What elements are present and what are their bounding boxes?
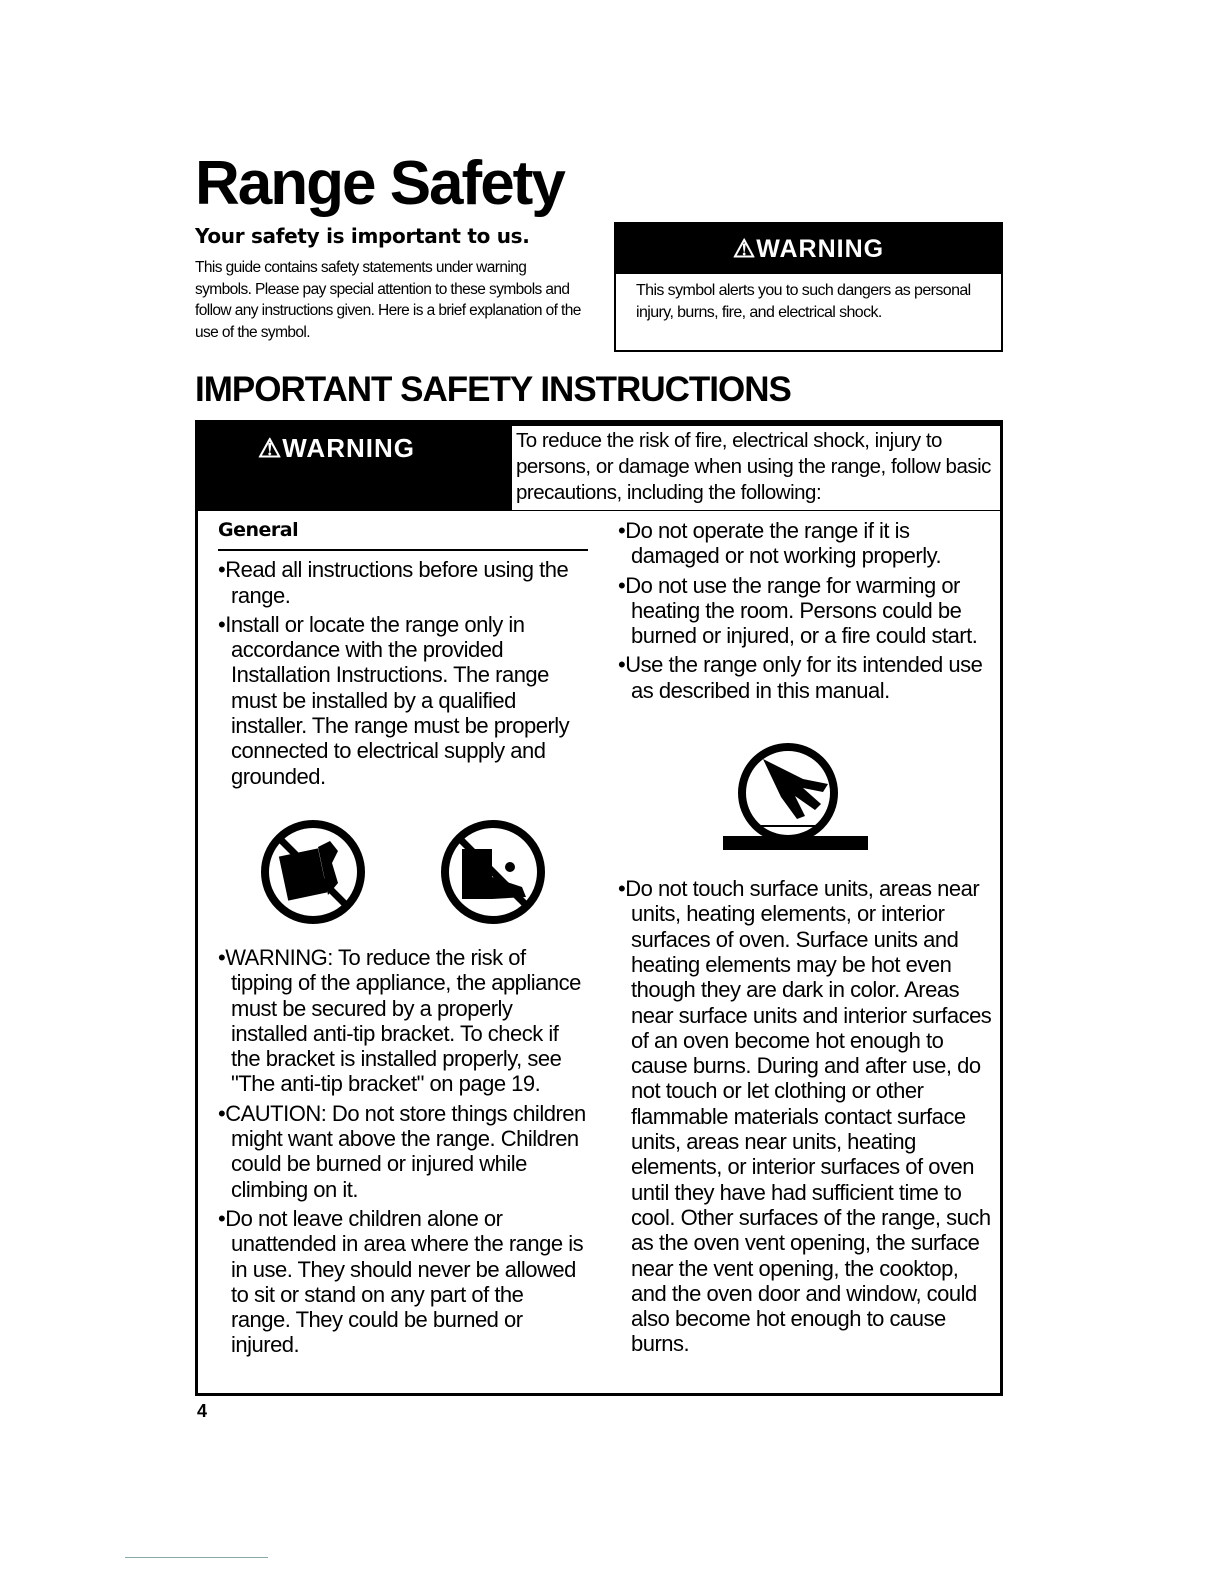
page-title: Range Safety	[195, 149, 564, 218]
general-heading: General	[218, 518, 588, 551]
bullet: • Read all instructions before using the range.	[218, 557, 588, 608]
no-sitting-on-door-icon	[438, 817, 548, 927]
bullet: • Do not leave children alone or unattended in area where the range is in use. They should never be allowed to sit or stand on any part of the range. They could be burned or injured.	[218, 1206, 588, 1358]
warning-text: This symbol alerts you to such dangers as personal injury, burns, fire, and electrical shock.	[636, 282, 971, 321]
no-climbing-on-door-icon	[258, 817, 368, 927]
section-title: IMPORTANT SAFETY INSTRUCTIONS	[195, 370, 791, 409]
tip-warning-icons	[258, 817, 588, 927]
warning-label: ⚠WARNING	[258, 433, 415, 463]
subtitle: Your safety is important to us.	[195, 224, 530, 248]
warning-header: ⚠WARNING	[616, 224, 1001, 274]
main-warning-banner	[198, 423, 1000, 511]
left-column	[218, 518, 588, 1362]
bullet: • Do not use the range for warming or heating the room. Persons could be burned or injured, or a fire could start.	[618, 573, 998, 649]
right-column	[618, 518, 998, 1361]
bullet: • Do not operate the range if it is damaged or not working properly.	[618, 518, 998, 569]
page-number: 4	[197, 1401, 208, 1421]
footer-rule	[125, 1557, 268, 1558]
bullet: • Use the range only for its intended use as described in this manual.	[618, 652, 998, 703]
intro-paragraph: This guide contains safety statements under warning symbols. Please pay special attention to these symbols and follow any instructions given. Here is a brief explanation of the use of the symbol.	[195, 259, 581, 341]
bullet: • Do not touch surface units, areas near units, heating elements, or interior surfaces of oven. Surface units and heating elements may be hot even though they are dark in color. Areas near surface units and interior surfaces of an oven become hot enough to cause burns. During and after use, do not touch or let clothing or other flammable materials contact surface units, areas near units, heating elements, or interior surfaces of oven until they have had sufficient time to cool. Other surfaces of the range, such as the oven vent opening, the surface near the vent opening, the cooktop, and the oven door and window, could also become hot enough to cause burns.	[618, 876, 998, 1357]
bullet: • WARNING: To reduce the risk of tipping of the appliance, the appliance must be secured by a properly installed anti-tip bracket. To check if the bracket is installed properly, see "The anti-tip bracket" on page 19.	[218, 945, 588, 1097]
no-touch-hot-surface-icon	[723, 741, 998, 856]
safety-instructions-box	[195, 420, 1003, 1396]
warning-text: To reduce the risk of fire, electrical shock, injury to persons, or damage when using the range, follow basic precautions, including the following:	[512, 426, 1000, 510]
bullet: • CAUTION: Do not store things children might want above the range. Children could be burned or injured while climbing on it.	[218, 1101, 588, 1202]
bullet: • Install or locate the range only in accordance with the provided Installation Instructions. The range must be installed by a qualified installer. The range must be properly connected to electrical supply and grounded.	[218, 612, 588, 789]
symbol-warning-box	[614, 222, 1003, 352]
